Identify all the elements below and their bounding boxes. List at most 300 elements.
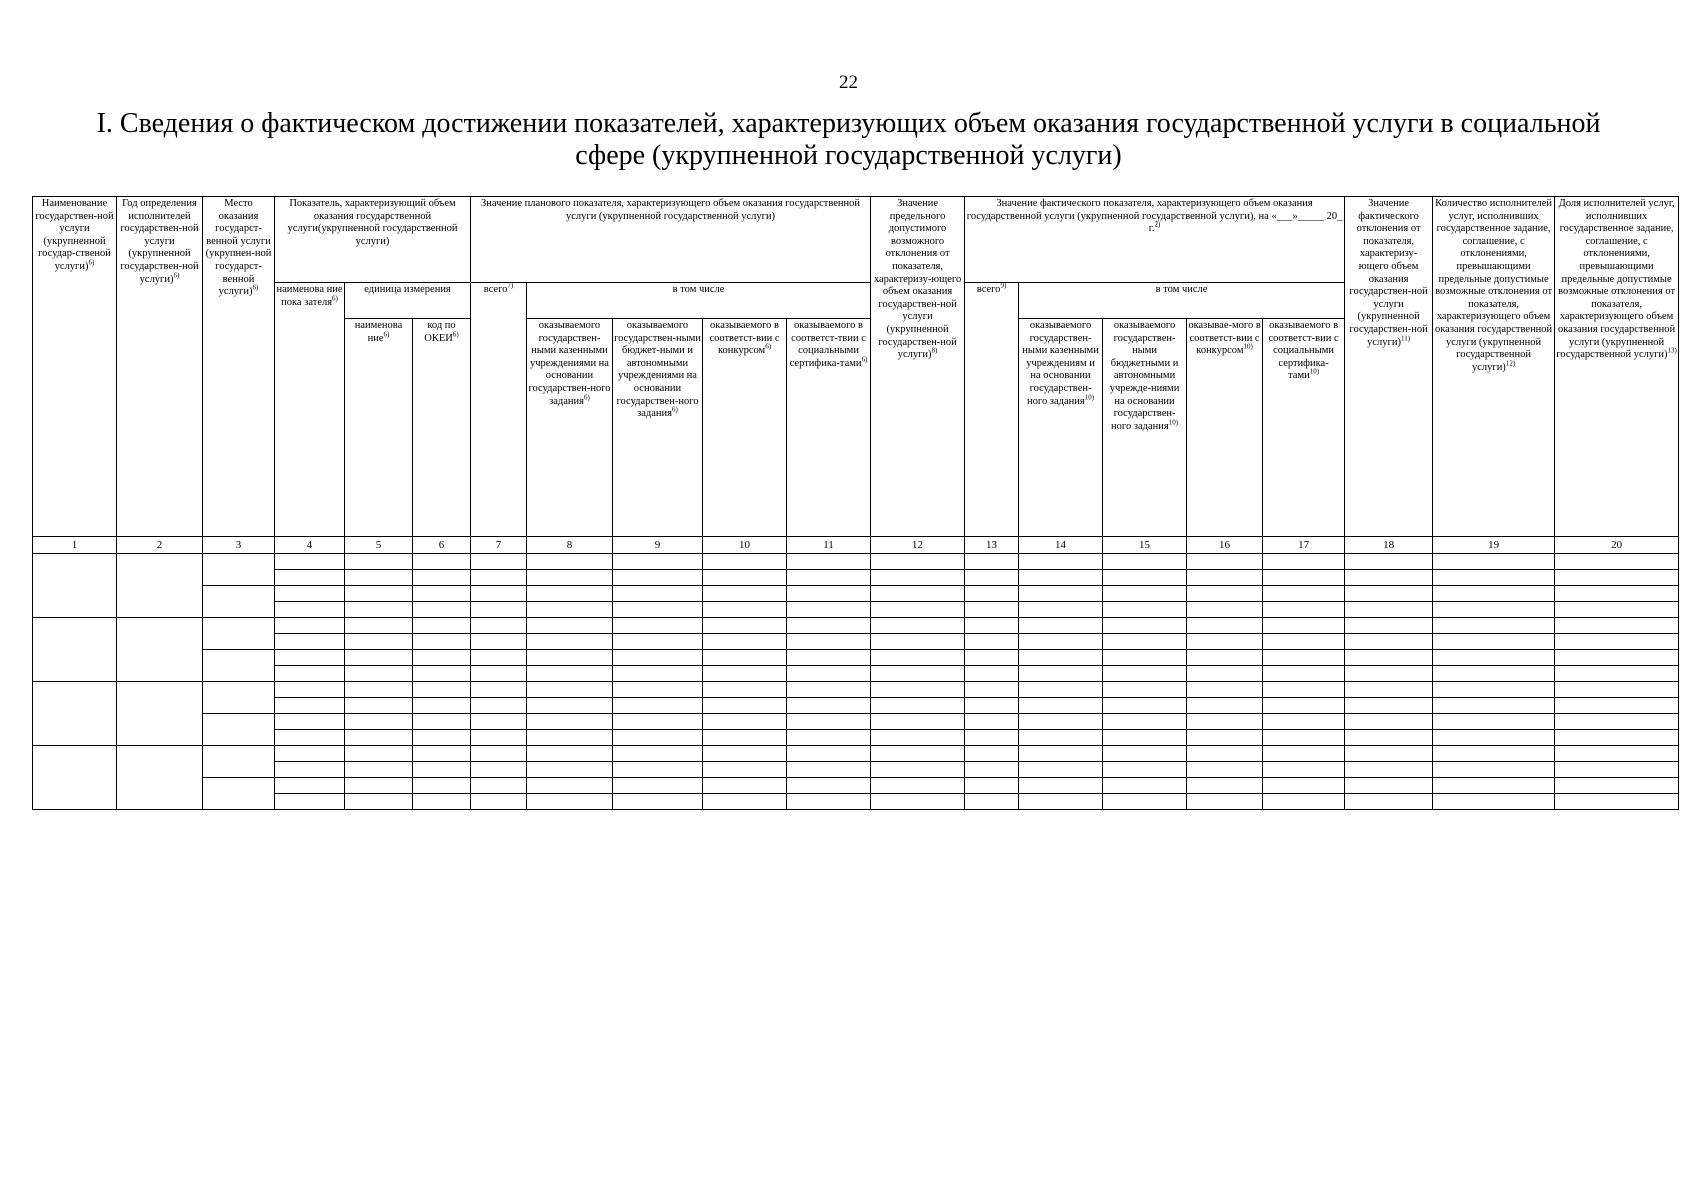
table-cell[interactable] [703, 634, 787, 650]
table-cell[interactable] [871, 634, 965, 650]
table-cell[interactable] [1345, 762, 1433, 778]
table-cell[interactable] [203, 714, 275, 746]
table-cell[interactable] [527, 794, 613, 810]
table-cell[interactable] [1187, 586, 1263, 602]
table-cell[interactable] [703, 762, 787, 778]
table-cell[interactable] [965, 762, 1019, 778]
table-cell[interactable] [1019, 794, 1103, 810]
table-cell[interactable] [787, 666, 871, 682]
table-cell[interactable] [345, 746, 413, 762]
table-cell[interactable] [275, 586, 345, 602]
table-cell[interactable] [1187, 762, 1263, 778]
table-cell[interactable] [965, 746, 1019, 762]
table-cell[interactable] [471, 602, 527, 618]
table-cell[interactable] [703, 586, 787, 602]
table-cell[interactable] [275, 554, 345, 570]
table-cell[interactable] [413, 698, 471, 714]
table-cell[interactable] [117, 554, 203, 618]
table-cell[interactable] [787, 682, 871, 698]
table-cell[interactable] [1555, 730, 1679, 746]
table-cell[interactable] [471, 762, 527, 778]
table-cell[interactable] [1187, 666, 1263, 682]
table-cell[interactable] [871, 682, 965, 698]
table-cell[interactable] [613, 730, 703, 746]
table-cell[interactable] [1345, 650, 1433, 666]
table-cell[interactable] [345, 682, 413, 698]
table-cell[interactable] [275, 794, 345, 810]
table-cell[interactable] [613, 586, 703, 602]
table-cell[interactable] [1263, 618, 1345, 634]
table-cell[interactable] [1263, 682, 1345, 698]
table-cell[interactable] [203, 746, 275, 778]
table-cell[interactable] [1187, 554, 1263, 570]
table-cell[interactable] [1345, 554, 1433, 570]
table-cell[interactable] [1263, 586, 1345, 602]
table-cell[interactable] [965, 698, 1019, 714]
table-cell[interactable] [1019, 762, 1103, 778]
table-cell[interactable] [203, 682, 275, 714]
table-cell[interactable] [613, 618, 703, 634]
table-cell[interactable] [613, 682, 703, 698]
table-cell[interactable] [613, 746, 703, 762]
table-cell[interactable] [345, 554, 413, 570]
table-cell[interactable] [613, 602, 703, 618]
table-cell[interactable] [1433, 794, 1555, 810]
table-cell[interactable] [1187, 730, 1263, 746]
table-cell[interactable] [1263, 666, 1345, 682]
table-cell[interactable] [1555, 602, 1679, 618]
table-cell[interactable] [117, 618, 203, 682]
table-cell[interactable] [1433, 634, 1555, 650]
table-cell[interactable] [1263, 762, 1345, 778]
table-cell[interactable] [1345, 570, 1433, 586]
table-cell[interactable] [275, 618, 345, 634]
table-cell[interactable] [703, 714, 787, 730]
table-cell[interactable] [1555, 794, 1679, 810]
table-cell[interactable] [413, 762, 471, 778]
column-number: 4 [275, 537, 345, 554]
table-cell[interactable] [1019, 778, 1103, 794]
table-cell[interactable] [703, 778, 787, 794]
table-cell[interactable] [1103, 698, 1187, 714]
table-cell[interactable] [1103, 762, 1187, 778]
table-cell[interactable] [413, 618, 471, 634]
table-cell[interactable] [1019, 698, 1103, 714]
table-cell[interactable] [1263, 698, 1345, 714]
table-cell[interactable] [413, 570, 471, 586]
table-cell[interactable] [1103, 730, 1187, 746]
table-cell[interactable] [787, 762, 871, 778]
table-cell[interactable] [203, 554, 275, 586]
table-cell[interactable] [965, 666, 1019, 682]
table-cell[interactable] [471, 794, 527, 810]
table-cell[interactable] [965, 714, 1019, 730]
table-cell[interactable] [33, 618, 117, 682]
table-cell[interactable] [1433, 618, 1555, 634]
table-cell[interactable] [1019, 746, 1103, 762]
table-cell[interactable] [1345, 698, 1433, 714]
table-cell[interactable] [703, 682, 787, 698]
table-row [33, 746, 1679, 762]
table-cell[interactable] [703, 746, 787, 762]
table-cell[interactable] [1187, 602, 1263, 618]
table-cell[interactable] [117, 746, 203, 810]
table-cell[interactable] [1345, 746, 1433, 762]
table-cell[interactable] [1263, 650, 1345, 666]
table-cell[interactable] [275, 698, 345, 714]
table-cell[interactable] [275, 714, 345, 730]
table-cell[interactable] [203, 650, 275, 682]
table-cell[interactable] [1263, 554, 1345, 570]
table-cell[interactable] [1263, 778, 1345, 794]
table-cell[interactable] [1433, 650, 1555, 666]
table-cell[interactable] [1187, 650, 1263, 666]
table-cell[interactable] [527, 618, 613, 634]
table-cell[interactable] [1433, 746, 1555, 762]
table-cell[interactable] [965, 650, 1019, 666]
table-cell[interactable] [1103, 602, 1187, 618]
table-cell[interactable] [345, 618, 413, 634]
table-cell[interactable] [117, 682, 203, 746]
table-cell[interactable] [871, 730, 965, 746]
table-cell[interactable] [1263, 794, 1345, 810]
table-cell[interactable] [965, 794, 1019, 810]
table-cell[interactable] [613, 634, 703, 650]
column-number: 1 [33, 537, 117, 554]
table-cell[interactable] [471, 746, 527, 762]
table-cell[interactable] [471, 778, 527, 794]
table-cell[interactable] [1263, 746, 1345, 762]
table-cell[interactable] [275, 666, 345, 682]
table-cell[interactable] [871, 714, 965, 730]
table-cell[interactable] [871, 586, 965, 602]
table-cell[interactable] [413, 730, 471, 746]
table-cell[interactable] [613, 762, 703, 778]
table-cell[interactable] [1345, 666, 1433, 682]
table-cell[interactable] [1103, 714, 1187, 730]
table-cell[interactable] [527, 746, 613, 762]
table-cell[interactable] [1555, 570, 1679, 586]
table-cell[interactable] [1263, 634, 1345, 650]
table-cell[interactable] [1555, 714, 1679, 730]
table-cell[interactable] [275, 762, 345, 778]
table-cell[interactable] [1187, 746, 1263, 762]
table-cell[interactable] [471, 666, 527, 682]
table-cell[interactable] [1345, 602, 1433, 618]
table-cell[interactable] [203, 778, 275, 810]
table-cell[interactable] [1103, 586, 1187, 602]
table-cell[interactable] [787, 698, 871, 714]
table-cell[interactable] [787, 650, 871, 666]
table-cell[interactable] [1103, 682, 1187, 698]
table-cell[interactable] [527, 650, 613, 666]
table-cell[interactable] [965, 778, 1019, 794]
table-cell[interactable] [1103, 666, 1187, 682]
table-cell[interactable] [871, 778, 965, 794]
table-cell[interactable] [871, 666, 965, 682]
table-cell[interactable] [275, 682, 345, 698]
table-cell[interactable] [965, 682, 1019, 698]
table-cell[interactable] [345, 650, 413, 666]
table-cell[interactable] [527, 666, 613, 682]
table-cell[interactable] [275, 730, 345, 746]
table-cell[interactable] [527, 554, 613, 570]
table-cell[interactable] [1345, 778, 1433, 794]
table-cell[interactable] [471, 682, 527, 698]
header-group-planned: Значение планового показателя, характеризующего объем оказания государственной услуги (укрупненной государственной услуги) [471, 197, 871, 283]
table-cell[interactable] [787, 794, 871, 810]
table-cell[interactable] [1555, 634, 1679, 650]
table-cell[interactable] [613, 650, 703, 666]
table-cell[interactable] [871, 762, 965, 778]
table-cell[interactable] [275, 602, 345, 618]
table-cell[interactable] [1433, 586, 1555, 602]
table-cell[interactable] [871, 570, 965, 586]
header-col-4: наименова ние пока зателя$^{6)}$ [275, 283, 345, 537]
table-cell[interactable] [471, 730, 527, 746]
table-cell[interactable] [1555, 554, 1679, 570]
table-cell[interactable] [413, 794, 471, 810]
table-row [33, 586, 1679, 602]
table-cell[interactable] [1433, 602, 1555, 618]
table-cell[interactable] [275, 778, 345, 794]
table-cell[interactable] [413, 634, 471, 650]
table-cell[interactable] [527, 602, 613, 618]
table-cell[interactable] [1345, 714, 1433, 730]
table-cell[interactable] [703, 618, 787, 634]
table-cell[interactable] [1555, 762, 1679, 778]
table-cell[interactable] [1187, 570, 1263, 586]
table-cell[interactable] [1433, 666, 1555, 682]
table-cell[interactable] [1103, 794, 1187, 810]
table-cell[interactable] [1555, 666, 1679, 682]
table-cell[interactable] [787, 586, 871, 602]
table-cell[interactable] [1019, 714, 1103, 730]
table-cell[interactable] [613, 666, 703, 682]
table-cell[interactable] [703, 650, 787, 666]
table-cell[interactable] [1263, 730, 1345, 746]
table-cell[interactable] [413, 602, 471, 618]
table-cell[interactable] [1263, 570, 1345, 586]
table-cell[interactable] [527, 682, 613, 698]
table-cell[interactable] [1019, 554, 1103, 570]
table-cell[interactable] [1433, 778, 1555, 794]
table-cell[interactable] [1187, 698, 1263, 714]
table-cell[interactable] [345, 762, 413, 778]
table-cell[interactable] [787, 746, 871, 762]
table-cell[interactable] [527, 714, 613, 730]
table-cell[interactable] [787, 714, 871, 730]
table-cell[interactable] [1555, 586, 1679, 602]
table-cell[interactable] [527, 586, 613, 602]
table-cell[interactable] [275, 634, 345, 650]
table-cell[interactable] [413, 650, 471, 666]
table-cell[interactable] [1019, 570, 1103, 586]
table-cell[interactable] [1345, 682, 1433, 698]
table-cell[interactable] [703, 602, 787, 618]
header-col-2: Год определения исполнителей государствен-ной услуги (укрупненной государствен-ной услуги)$^{6)}$ [117, 197, 203, 537]
table-cell[interactable] [871, 602, 965, 618]
table-cell[interactable] [703, 698, 787, 714]
table-cell[interactable] [613, 554, 703, 570]
table-cell[interactable] [1433, 682, 1555, 698]
table-cell[interactable] [413, 682, 471, 698]
table-cell[interactable] [1555, 746, 1679, 762]
column-number: 12 [871, 537, 965, 554]
table-cell[interactable] [787, 634, 871, 650]
table-cell[interactable] [1263, 602, 1345, 618]
table-cell[interactable] [613, 714, 703, 730]
header-col-9: оказываемого государствен-ными бюджет-ными и автономными учреждениями на основании государствен-ного задания$^{6)}$ [613, 319, 703, 537]
table-cell[interactable] [471, 618, 527, 634]
table-cell[interactable] [871, 698, 965, 714]
table-cell[interactable] [345, 714, 413, 730]
table-cell[interactable] [613, 778, 703, 794]
table-cell[interactable] [871, 650, 965, 666]
table-cell[interactable] [1187, 634, 1263, 650]
table-cell[interactable] [965, 618, 1019, 634]
table-cell[interactable] [965, 730, 1019, 746]
table-cell[interactable] [703, 666, 787, 682]
table-cell[interactable] [1555, 778, 1679, 794]
table-cell[interactable] [1263, 714, 1345, 730]
table-cell[interactable] [275, 650, 345, 666]
table-cell[interactable] [703, 554, 787, 570]
table-cell[interactable] [471, 586, 527, 602]
table-cell[interactable] [703, 570, 787, 586]
table-cell[interactable] [203, 586, 275, 618]
table-cell[interactable] [413, 586, 471, 602]
table-cell[interactable] [1433, 698, 1555, 714]
table-cell[interactable] [471, 650, 527, 666]
table-cell[interactable] [1555, 682, 1679, 698]
table-cell[interactable] [1019, 682, 1103, 698]
table-cell[interactable] [527, 730, 613, 746]
table-cell[interactable] [345, 586, 413, 602]
table-cell[interactable] [345, 602, 413, 618]
table-cell[interactable] [33, 746, 117, 810]
table-cell[interactable] [1345, 586, 1433, 602]
table-cell[interactable] [1555, 618, 1679, 634]
header-col-8: оказываемого государствен-ными казенными учреждениями на основании государствен-ного задания$^{6)}$ [527, 319, 613, 537]
table-cell[interactable] [1019, 650, 1103, 666]
table-cell[interactable] [1103, 746, 1187, 762]
table-cell[interactable] [1555, 650, 1679, 666]
table-cell[interactable] [413, 554, 471, 570]
table-cell[interactable] [1019, 730, 1103, 746]
table-cell[interactable] [965, 602, 1019, 618]
table-cell[interactable] [1103, 570, 1187, 586]
table-cell[interactable] [965, 570, 1019, 586]
table-cell[interactable] [471, 714, 527, 730]
table-cell[interactable] [527, 778, 613, 794]
table-cell[interactable] [345, 698, 413, 714]
table-cell[interactable] [965, 634, 1019, 650]
table-cell[interactable] [703, 730, 787, 746]
table-cell[interactable] [1433, 554, 1555, 570]
table-cell[interactable] [345, 570, 413, 586]
table-cell[interactable] [1019, 634, 1103, 650]
table-cell[interactable] [345, 794, 413, 810]
table-cell[interactable] [787, 570, 871, 586]
table-cell[interactable] [345, 666, 413, 682]
table-cell[interactable] [275, 570, 345, 586]
table-cell[interactable] [203, 618, 275, 650]
table-cell[interactable] [1345, 794, 1433, 810]
table-cell[interactable] [1019, 666, 1103, 682]
header-col-13: всего$^{9)}$ [965, 283, 1019, 537]
table-cell[interactable] [1103, 778, 1187, 794]
table-cell[interactable] [33, 682, 117, 746]
table-cell[interactable] [1103, 634, 1187, 650]
table-cell[interactable] [613, 794, 703, 810]
table-cell[interactable] [345, 778, 413, 794]
table-cell[interactable] [787, 778, 871, 794]
table-cell[interactable] [471, 554, 527, 570]
table-cell[interactable] [1433, 714, 1555, 730]
table-cell[interactable] [613, 570, 703, 586]
table-cell[interactable] [33, 554, 117, 618]
header-group-actual-including: в том числе [1019, 283, 1345, 319]
table-cell[interactable] [787, 730, 871, 746]
table-cell[interactable] [871, 554, 965, 570]
table-cell[interactable] [471, 698, 527, 714]
table-cell[interactable] [787, 554, 871, 570]
table-cell[interactable] [1345, 730, 1433, 746]
table-cell[interactable] [1555, 698, 1679, 714]
table-cell[interactable] [1187, 794, 1263, 810]
table-cell[interactable] [527, 762, 613, 778]
table-cell[interactable] [1187, 714, 1263, 730]
table-cell[interactable] [1103, 554, 1187, 570]
table-cell[interactable] [1103, 618, 1187, 634]
table-cell[interactable] [613, 698, 703, 714]
table-cell[interactable] [527, 570, 613, 586]
table-cell[interactable] [1019, 618, 1103, 634]
table-cell[interactable] [1345, 634, 1433, 650]
table-cell[interactable] [871, 746, 965, 762]
table-cell[interactable] [275, 746, 345, 762]
table-cell[interactable] [1187, 618, 1263, 634]
table-cell[interactable] [1103, 650, 1187, 666]
table-cell[interactable] [471, 634, 527, 650]
table-cell[interactable] [787, 618, 871, 634]
table-cell[interactable] [871, 618, 965, 634]
table-cell[interactable] [1187, 778, 1263, 794]
table-cell[interactable] [471, 570, 527, 586]
table-cell[interactable] [413, 778, 471, 794]
table-cell[interactable] [1019, 602, 1103, 618]
table-cell[interactable] [345, 730, 413, 746]
table-cell[interactable] [1433, 570, 1555, 586]
table-cell[interactable] [527, 698, 613, 714]
table-cell[interactable] [527, 634, 613, 650]
table-cell[interactable] [1433, 730, 1555, 746]
table-cell[interactable] [1345, 618, 1433, 634]
table-cell[interactable] [965, 586, 1019, 602]
table-cell[interactable] [703, 794, 787, 810]
table-cell[interactable] [1433, 762, 1555, 778]
table-cell[interactable] [1187, 682, 1263, 698]
table-cell[interactable] [1019, 586, 1103, 602]
table-cell[interactable] [965, 554, 1019, 570]
table-cell[interactable] [787, 602, 871, 618]
table-cell[interactable] [413, 714, 471, 730]
table-cell[interactable] [871, 794, 965, 810]
table-cell[interactable] [345, 634, 413, 650]
table-cell[interactable] [413, 746, 471, 762]
table-cell[interactable] [413, 666, 471, 682]
